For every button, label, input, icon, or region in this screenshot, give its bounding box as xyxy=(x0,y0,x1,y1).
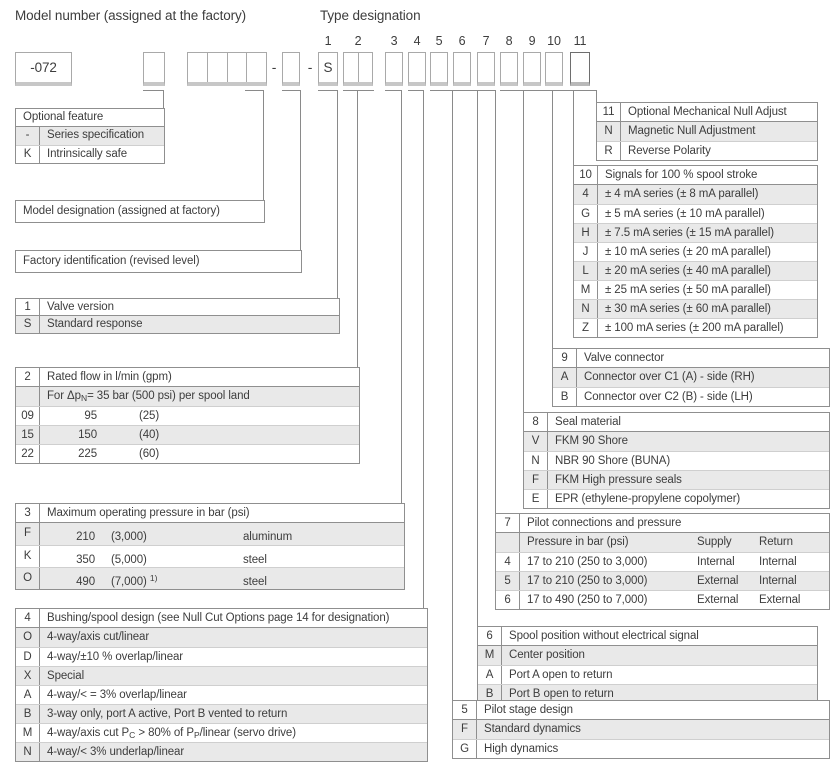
psi-value: (5,000) xyxy=(111,554,147,566)
row-desc: FKM High pressure seals xyxy=(555,474,682,486)
model-designation-label: Model designation (assigned at factory) xyxy=(15,200,265,223)
row-code: K xyxy=(16,146,40,163)
row-desc: ± 4 mA series (± 8 mA parallel) xyxy=(605,188,759,200)
connector-line xyxy=(573,90,574,165)
connector-line xyxy=(452,90,453,700)
row-desc: ± 10 mA series (± 20 mA parallel) xyxy=(605,246,771,258)
connector-line xyxy=(282,90,301,91)
row-desc: Standard response xyxy=(47,318,143,330)
row-desc: 4-way/axis cut/linear xyxy=(47,631,150,643)
pressure-value: 17 to 210 (250 to 3,000) xyxy=(527,575,648,587)
type-box-6-spool-position xyxy=(453,52,471,86)
connector-line xyxy=(500,90,524,91)
table-row xyxy=(16,145,164,163)
table-row xyxy=(496,552,829,571)
table-header xyxy=(16,368,359,387)
type-box-11-null-adjust xyxy=(570,52,590,86)
table-row xyxy=(574,204,817,223)
connector-line xyxy=(596,90,597,102)
table-header xyxy=(453,701,829,720)
table-title: Pilot connections and pressure xyxy=(527,517,682,529)
row-desc: EPR (ethylene-propylene copolymer) xyxy=(555,493,741,505)
type-box-2-rated-flow xyxy=(343,52,373,86)
row-desc: FKM 90 Shore xyxy=(555,435,628,447)
table-11-null-adjust xyxy=(596,102,818,161)
table-header xyxy=(16,504,404,523)
type-box-4-bushing-spool xyxy=(408,52,426,86)
position-label-4: 4 xyxy=(413,34,421,48)
row-desc: 4-way/axis cut $P_C > 80\%$ of $P_P$/linear (servo drive) xyxy=(47,727,296,740)
connector-line xyxy=(423,90,424,608)
table-title: Valve version xyxy=(47,301,114,313)
table-header xyxy=(553,349,829,368)
col-header-pressure: Pressure in bar (psi) xyxy=(527,536,629,548)
table-title: Spool position without electrical signal xyxy=(509,630,699,642)
optional-feature-box xyxy=(143,52,165,86)
row-desc: High dynamics xyxy=(484,743,559,755)
row-code: N xyxy=(16,743,40,761)
connector-line xyxy=(477,90,496,91)
table-number: 5 xyxy=(453,701,477,719)
table-row xyxy=(16,545,404,567)
row-desc: ± 7.5 mA series (± 15 mA parallel) xyxy=(605,227,775,239)
table-optional-feature xyxy=(15,108,165,164)
row-code: H xyxy=(574,224,598,242)
table-row xyxy=(16,742,427,761)
table-number: 8 xyxy=(524,413,548,431)
col-header-supply: Supply xyxy=(697,536,732,548)
row-desc: ± 5 mA series (± 10 mA parallel) xyxy=(605,208,765,220)
row-desc: Special xyxy=(47,670,85,682)
table-title: Valve connector xyxy=(584,352,665,364)
table-row xyxy=(553,368,829,387)
position-label-2: 2 xyxy=(354,34,362,48)
table-6-spool-position xyxy=(477,626,818,704)
table-row xyxy=(597,141,817,160)
row-code: M xyxy=(16,724,40,742)
row-desc: ± 20 mA series (± 40 mA parallel) xyxy=(605,265,771,277)
position-label-3: 3 xyxy=(390,34,398,48)
row-desc: Connector over C2 (B) - side (LH) xyxy=(584,391,753,403)
connector-line xyxy=(263,90,264,200)
bar-value: 210 xyxy=(76,531,95,543)
factory-identification-box xyxy=(282,52,300,86)
connector-line xyxy=(570,90,597,91)
psi-value: (7,000) $^{1)}$ xyxy=(111,573,158,588)
pressure-value: 17 to 490 (250 to 7,000) xyxy=(527,594,648,606)
connector-line xyxy=(143,90,164,91)
row-desc: NBR 90 Shore (BUNA) xyxy=(555,455,671,467)
material-value: steel xyxy=(243,576,267,588)
table-row xyxy=(16,647,427,666)
bar-value: 490 xyxy=(76,576,95,588)
gpm-value: (25) xyxy=(139,410,160,422)
table-row xyxy=(478,665,817,684)
col-header-return: Return xyxy=(759,536,793,548)
connector-line xyxy=(300,90,301,250)
row-code: A xyxy=(553,368,577,387)
row-code: M xyxy=(478,646,502,665)
row-code: A xyxy=(16,686,40,704)
table-10-signals xyxy=(573,165,818,338)
model-number-title: Model number (assigned at the factory) xyxy=(15,8,247,23)
table-row xyxy=(524,470,829,489)
row-code: F xyxy=(453,720,477,739)
row-desc: ± 30 mA series (± 60 mA parallel) xyxy=(605,303,771,315)
flow-value: 95 xyxy=(84,410,97,422)
connector-line xyxy=(552,90,553,348)
table-number: 2 xyxy=(16,368,40,386)
table-header xyxy=(16,299,339,316)
row-code: 4 xyxy=(496,553,520,571)
row-desc: Port A open to return xyxy=(509,669,613,681)
table-number: 11 xyxy=(597,103,621,121)
table-4-bushing-spool xyxy=(15,608,428,762)
position-label-10: 10 xyxy=(547,34,561,48)
table-row xyxy=(16,406,359,425)
gpm-value: (60) xyxy=(139,448,160,460)
table-subheader xyxy=(16,387,359,406)
table-row xyxy=(453,739,829,758)
material-value: steel xyxy=(243,554,267,566)
row-code: 09 xyxy=(16,407,40,425)
model-designation-boxes xyxy=(187,52,267,86)
type-box-9-valve-connector xyxy=(523,52,541,86)
table-row xyxy=(478,646,817,665)
table-row xyxy=(574,223,817,242)
row-code: B xyxy=(16,705,40,723)
type-box-10-signals xyxy=(545,52,563,86)
row-desc: 4-way/< 3% underlap/linear xyxy=(47,746,185,758)
table-row xyxy=(453,720,829,739)
table-5-pilot-stage xyxy=(452,700,830,759)
row-code: O xyxy=(16,628,40,647)
connector-line xyxy=(245,90,264,91)
table-number: 7 xyxy=(496,514,520,532)
position-label-8: 8 xyxy=(505,34,513,48)
table-row xyxy=(16,316,339,333)
table-row xyxy=(574,318,817,337)
connector-line xyxy=(343,90,374,91)
table-row xyxy=(16,666,427,685)
row-desc: Center position xyxy=(509,649,585,661)
dash-separator: - xyxy=(271,59,277,75)
table-header xyxy=(524,413,829,432)
position-label-1: 1 xyxy=(324,34,332,48)
row-code: G xyxy=(574,205,598,223)
return-value: Internal xyxy=(759,556,797,568)
connector-line xyxy=(337,90,338,298)
supply-value: Internal xyxy=(697,556,735,568)
type-designation-title: Type designation xyxy=(320,8,421,23)
table-title: Bushing/spool design (see Null Cut Options page 14 for designation) xyxy=(47,612,390,624)
table-row xyxy=(16,567,404,589)
gpm-value: (40) xyxy=(139,429,160,441)
table-number: 4 xyxy=(16,609,40,627)
model-prefix-box: -072 xyxy=(15,52,72,86)
table-row xyxy=(574,185,817,204)
row-code: N xyxy=(574,300,598,318)
dash-separator: - xyxy=(307,59,313,75)
row-code: L xyxy=(574,262,598,280)
row-code: F xyxy=(524,471,548,489)
row-desc: ± 25 mA series (± 50 mA parallel) xyxy=(605,284,771,296)
bar-value: 350 xyxy=(76,554,95,566)
table-row xyxy=(524,432,829,451)
table-number: 3 xyxy=(16,504,40,522)
row-desc: Intrinsically safe xyxy=(47,148,128,160)
table-title: Seal material xyxy=(555,416,621,428)
connector-line xyxy=(453,90,478,91)
table-row xyxy=(16,723,427,742)
connector-line xyxy=(523,90,524,412)
table-row xyxy=(574,261,817,280)
table-row xyxy=(16,444,359,463)
supply-value: External xyxy=(697,575,739,587)
type-box-3-pressure xyxy=(385,52,403,86)
row-code: F xyxy=(16,523,40,545)
position-label-5: 5 xyxy=(435,34,443,48)
type-box-1-valve-version: S xyxy=(318,52,338,86)
table-7-pilot-connections xyxy=(495,513,830,610)
table-number: 9 xyxy=(553,349,577,367)
table-8-seal-material xyxy=(523,412,830,509)
row-code: V xyxy=(524,432,548,451)
connector-line xyxy=(163,90,164,108)
table-subheader xyxy=(496,533,829,552)
return-value: Internal xyxy=(759,575,797,587)
table-header xyxy=(16,109,164,127)
row-code: N xyxy=(524,452,548,470)
connector-line xyxy=(495,90,496,513)
connector-line xyxy=(430,90,453,91)
connector-line xyxy=(385,90,402,91)
table-row xyxy=(597,122,817,141)
table-3-max-pressure xyxy=(15,503,405,590)
table-title: Maximum operating pressure in bar (psi) xyxy=(47,507,250,519)
row-code: 4 xyxy=(574,185,598,204)
row-code: 22 xyxy=(16,445,40,463)
pressure-value: 17 to 210 (250 to 3,000) xyxy=(527,556,648,568)
row-code: G xyxy=(453,740,477,758)
table-row xyxy=(574,299,817,318)
table-header xyxy=(16,609,427,628)
row-code: X xyxy=(16,667,40,685)
row-code: B xyxy=(478,685,502,703)
table-row xyxy=(16,628,427,647)
table-header xyxy=(597,103,817,122)
table-row xyxy=(16,425,359,444)
material-value: aluminum xyxy=(243,531,293,543)
type-box-7-pilot-connections xyxy=(477,52,495,86)
row-code: J xyxy=(574,243,598,261)
table-header xyxy=(574,166,817,185)
position-label-7: 7 xyxy=(482,34,490,48)
table-title: Optional Mechanical Null Adjust xyxy=(628,106,787,118)
psi-value: (3,000) xyxy=(111,531,147,543)
table-row xyxy=(574,242,817,261)
table-title: Pilot stage design xyxy=(484,704,573,716)
table-row xyxy=(553,387,829,406)
row-desc: Standard dynamics xyxy=(484,723,581,735)
type-box-5-pilot-stage xyxy=(430,52,448,86)
connector-line xyxy=(408,90,424,91)
return-value: External xyxy=(759,594,801,606)
table-number: 6 xyxy=(478,627,502,645)
row-code: 5 xyxy=(496,572,520,590)
connector-line xyxy=(401,90,402,503)
flow-value: 225 xyxy=(78,448,97,460)
table-9-valve-connector xyxy=(552,348,830,407)
row-code: S xyxy=(16,316,40,333)
position-label-11: 11 xyxy=(573,34,587,48)
position-label-9: 9 xyxy=(528,34,536,48)
table-row xyxy=(524,489,829,508)
row-desc: Series specification xyxy=(47,129,145,141)
row-desc: Magnetic Null Adjustment xyxy=(628,125,756,137)
row-code: E xyxy=(524,490,548,508)
connector-line xyxy=(318,90,338,91)
table-row xyxy=(574,280,817,299)
row-desc: Connector over C1 (A) - side (RH) xyxy=(584,371,755,383)
table-row xyxy=(496,571,829,590)
row-code: M xyxy=(574,281,598,299)
table-row xyxy=(496,590,829,609)
table-title: Optional feature xyxy=(23,111,104,123)
table-row xyxy=(524,451,829,470)
row-code: K xyxy=(16,546,40,567)
connector-line xyxy=(477,90,478,626)
row-code: D xyxy=(16,648,40,666)
row-desc: ± 100 mA series (± 200 mA parallel) xyxy=(605,322,784,334)
table-row xyxy=(16,685,427,704)
table-header xyxy=(478,627,817,646)
table-title: Signals for 100 % spool stroke xyxy=(605,169,758,181)
row-desc: 3-way only, port A active, Port B vented to return xyxy=(47,708,288,720)
table-row xyxy=(16,704,427,723)
table-2-rated-flow xyxy=(15,367,360,464)
row-code: O xyxy=(16,568,40,589)
table-number: 1 xyxy=(16,299,40,315)
supply-value: External xyxy=(697,594,739,606)
row-code: A xyxy=(478,666,502,684)
row-code: N xyxy=(597,122,621,141)
row-desc: 4-way/< = 3% overlap/linear xyxy=(47,689,187,701)
connector-line xyxy=(357,90,358,367)
type-box-8-seal-material xyxy=(500,52,518,86)
row-desc: 4-way/±10 % overlap/linear xyxy=(47,651,184,663)
row-code: 6 xyxy=(496,591,520,609)
table-title: Rated flow in l/min (gpm) xyxy=(47,371,172,383)
table-1-valve-version xyxy=(15,298,340,334)
table-number: 10 xyxy=(574,166,598,184)
subheader-text: For $\Delta p_N= 35$ bar (500 psi) per spool land xyxy=(47,390,250,403)
row-desc: Reverse Polarity xyxy=(628,145,711,157)
table-row xyxy=(16,127,164,145)
table-header xyxy=(496,514,829,533)
row-code: - xyxy=(16,127,40,145)
table-row xyxy=(16,523,404,545)
row-code: R xyxy=(597,142,621,160)
factory-identification-label: Factory identification (revised level) xyxy=(15,250,302,273)
position-label-6: 6 xyxy=(458,34,466,48)
row-code: Z xyxy=(574,319,598,337)
flow-value: 150 xyxy=(78,429,97,441)
row-code: B xyxy=(553,388,577,406)
row-code: 15 xyxy=(16,426,40,444)
row-desc: Port B open to return xyxy=(509,688,614,700)
